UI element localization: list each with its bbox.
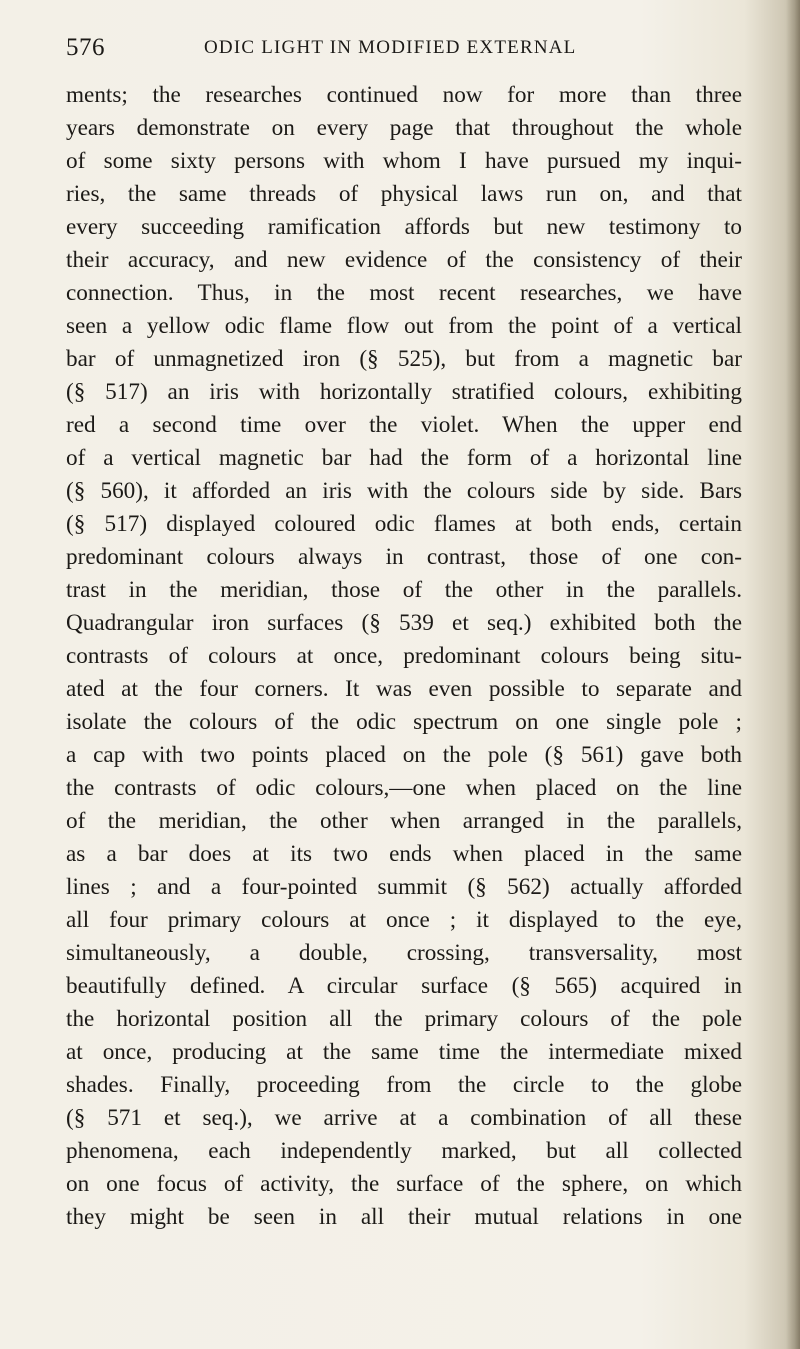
text-line: Quadrangular iron surfaces (§ 539 et seq.) exhibited both the <box>66 610 742 636</box>
text-line: ries, the same threads of physical laws run on, and that <box>66 181 742 207</box>
text-line: the horizontal position all the primary colours of the pole <box>66 1006 742 1032</box>
text-line: all four primary colours at once ; it displayed to the eye, <box>66 907 742 933</box>
text-line: contrasts of colours at once, predominant colours being situ- <box>66 643 742 669</box>
text-line: on one focus of activity, the surface of the sphere, on which <box>66 1171 742 1197</box>
text-line: trast in the meridian, those of the other in the parallels. <box>66 577 742 603</box>
text-line: years demonstrate on every page that throughout the whole <box>66 115 742 141</box>
text-line: seen a yellow odic flame flow out from the point of a vertical <box>66 313 742 339</box>
body-text <box>66 79 742 1234</box>
text-line: (§ 560), it afforded an iris with the colours side by side. Bars <box>66 478 742 504</box>
text-line: predominant colours always in contrast, those of one con- <box>66 544 742 570</box>
text-line: (§ 517) an iris with horizontally stratified colours, exhibiting <box>66 379 742 405</box>
text-line: beautifully defined. A circular surface (§ 565) acquired in <box>66 973 742 999</box>
text-line: bar of unmagnetized iron (§ 525), but from a magnetic bar <box>66 346 742 372</box>
text-line: ated at the four corners. It was even possible to separate and <box>66 676 742 702</box>
page-edge-shadow <box>786 0 800 1349</box>
text-line: (§ 517) displayed coloured odic flames at both ends, certain <box>66 511 742 537</box>
text-line: shades. Finally, proceeding from the circle to the globe <box>66 1072 742 1098</box>
text-line: of a vertical magnetic bar had the form of a horizontal line <box>66 445 742 471</box>
text-line: a cap with two points placed on the pole (§ 561) gave both <box>66 742 742 768</box>
text-line: they might be seen in all their mutual relations in one <box>66 1204 742 1230</box>
text-line: red a second time over the violet. When the upper end <box>66 412 742 438</box>
text-line: as a bar does at its two ends when placed in the same <box>66 841 742 867</box>
text-line: every succeeding ramification affords but new testimony to <box>66 214 742 240</box>
text-line: simultaneously, a double, crossing, transversality, most <box>66 940 742 966</box>
page-header <box>66 34 746 64</box>
text-line: lines ; and a four-pointed summit (§ 562) actually afforded <box>66 874 742 900</box>
page-number: 576 <box>66 34 105 61</box>
text-line: phenomena, each independently marked, but all collected <box>66 1138 742 1164</box>
text-line: of the meridian, the other when arranged in the parallels, <box>66 808 742 834</box>
text-line: of some sixty persons with whom I have pursued my inqui- <box>66 148 742 174</box>
text-line: at once, producing at the same time the intermediate mixed <box>66 1039 742 1065</box>
text-line: isolate the colours of the odic spectrum on one single pole ; <box>66 709 742 735</box>
text-line: connection. Thus, in the most recent researches, we have <box>66 280 742 306</box>
text-line: (§ 571 et seq.), we arrive at a combination of all these <box>66 1105 742 1131</box>
text-line: the contrasts of odic colours,—one when placed on the line <box>66 775 742 801</box>
running-head: ODIC LIGHT IN MODIFIED EXTERNAL <box>204 37 577 58</box>
text-line: ments; the researches continued now for more than three <box>66 82 742 108</box>
text-line: their accuracy, and new evidence of the consistency of their <box>66 247 742 273</box>
